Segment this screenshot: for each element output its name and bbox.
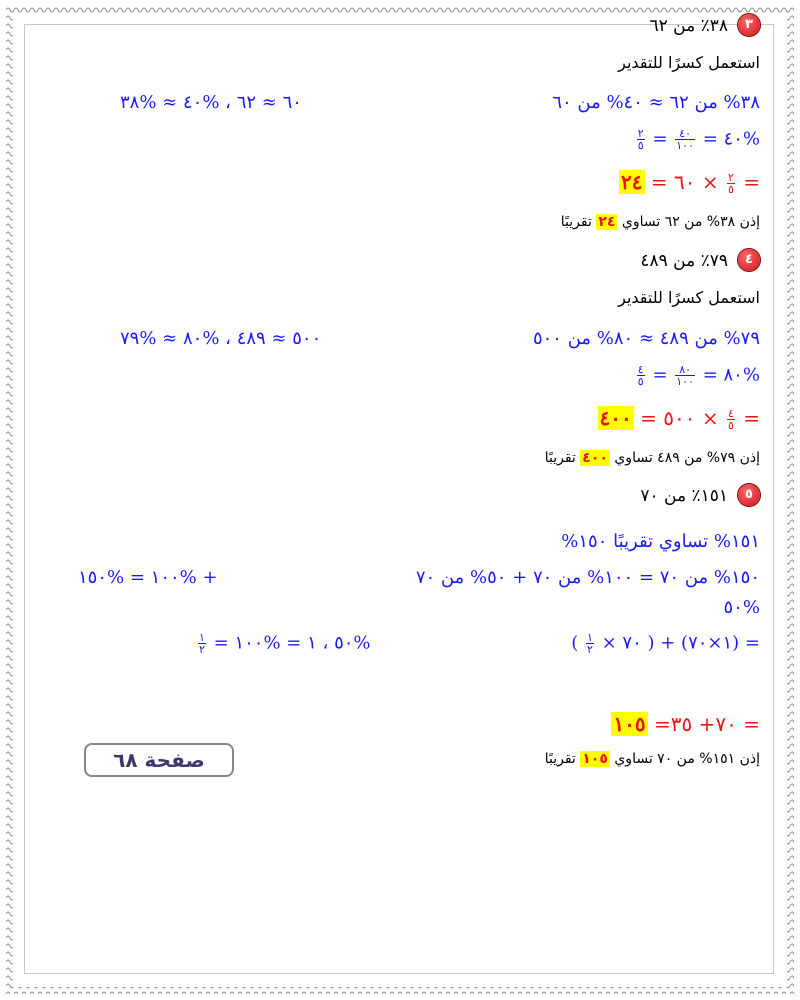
problem-3-badge: ٣ xyxy=(738,14,760,36)
conclusion-text: إذن ٧٩% من ٤٨٩ تساوي xyxy=(614,450,760,466)
problem-3-result: ٢٤ xyxy=(621,170,643,194)
problem-4-step-left: ٥٠٠ ≈ ٤٨٩ ، %٨٠ ≈ %٧٩ xyxy=(120,328,322,349)
problem-4-conclusion xyxy=(545,450,760,466)
fraction-numerator: ٤٠ xyxy=(675,128,695,140)
fraction-denominator: ٥ xyxy=(637,375,644,388)
problem-3-title: ٣٨٪ من ٦٢ xyxy=(649,16,728,36)
problem-4-badge: ٤ xyxy=(738,249,760,271)
problem-3-conclusion xyxy=(561,214,760,230)
problem-5-step-wrap: %٥٠ xyxy=(723,597,760,618)
problem-3-instruction: استعمل كسرًا للتقدير xyxy=(618,53,760,72)
fraction-numerator: ٢ xyxy=(637,127,644,140)
conclusion-text: إذن ٣٨% من ٦٢ تساوي xyxy=(621,214,760,230)
calc-prefix: = xyxy=(743,170,760,194)
problem-3-calc-line xyxy=(619,170,760,195)
fraction-numerator: ٨٠ xyxy=(675,364,695,376)
equals-sign: = xyxy=(652,364,668,386)
problem-4-calc-fraction xyxy=(727,408,735,431)
fraction-denominator: ١٠٠ xyxy=(676,139,694,152)
problem-5-conclusion xyxy=(545,751,760,767)
problem-4-instruction: استعمل كسرًا للتقدير xyxy=(618,288,760,307)
problem-3-fraction-prefix: %٤٠ = xyxy=(702,128,760,150)
problem-5-calc-left xyxy=(196,632,371,655)
calc-middle: × ٥٠٠ = xyxy=(640,406,719,430)
problem-3-calc-fraction xyxy=(727,172,735,195)
fraction-numerator: ١ xyxy=(199,631,205,644)
fraction-numerator: ٤ xyxy=(727,407,734,420)
equals-sign: = xyxy=(652,128,668,150)
fraction-denominator: ٢ xyxy=(586,643,593,656)
problem-4-fraction-b xyxy=(637,364,645,387)
problem-5-result: ١٠٥ xyxy=(613,712,646,736)
problem-4-title: ٧٩٪ من ٤٨٩ xyxy=(640,251,728,271)
fraction-numerator: ٢ xyxy=(727,171,734,184)
problem-4-fraction-prefix: %٨٠ = xyxy=(702,364,760,386)
problem-3-fraction-a xyxy=(675,128,695,151)
problem-4-fraction-a xyxy=(675,364,695,387)
page-number-label: صفحة ٦٨ xyxy=(113,748,205,772)
conclusion-suffix: تقريبًا xyxy=(544,450,576,466)
conclusion-result: ٤٠٠ xyxy=(582,450,608,466)
problem-5-calc-right xyxy=(571,632,760,655)
calc-text: %٥٠ ، ١ = %١٠٠ = xyxy=(213,632,371,654)
problem-5-line1: ١٥١% تساوي تقريبًا ١٥٠% xyxy=(561,531,760,552)
calc-close: ) xyxy=(571,632,579,654)
sum-text: = ٧٠+ ٣٥= xyxy=(654,712,760,736)
conclusion-result: ٢٤ xyxy=(598,214,616,230)
conclusion-text: إذن ١٥١% من ٧٠ تساوي xyxy=(614,751,760,767)
calc-prefix: = xyxy=(743,406,760,430)
calc-text: = (١×٧٠) + ( ٧٠ × xyxy=(595,632,760,654)
problem-5-calc-fraction xyxy=(586,632,594,655)
problem-5-sum-line xyxy=(611,712,760,736)
calc-middle: × ٦٠ = xyxy=(650,170,719,194)
fraction-denominator: ١٠٠ xyxy=(676,375,694,388)
problem-5-badge: ٥ xyxy=(738,484,760,506)
problem-3-step-right: ٣٨% من ٦٢ ≈ ٤٠% من ٦٠ xyxy=(552,92,760,113)
conclusion-suffix: تقريبًا xyxy=(544,751,576,767)
page-number-box xyxy=(84,743,234,777)
fraction-denominator: ٥ xyxy=(637,139,644,152)
conclusion-suffix: تقريبًا xyxy=(560,214,592,230)
problem-3-step-left: ٦٠ ≈ ٦٢ ، %٤٠ ≈ %٣٨ xyxy=(120,92,302,113)
fraction-denominator: ٢ xyxy=(199,643,205,656)
problem-4-result: ٤٠٠ xyxy=(599,406,632,430)
fraction-numerator: ١ xyxy=(586,631,593,644)
problem-5-step-right: ١٥٠% من ٧٠ = ١٠٠% من ٧٠ + ٥٠% من ٧٠ xyxy=(415,567,760,588)
problem-3-fraction-b xyxy=(637,128,645,151)
problem-4-step-right: ٧٩% من ٤٨٩ ≈ ٨٠% من ٥٠٠ xyxy=(532,328,760,349)
problem-3-fraction-line xyxy=(635,128,760,151)
fraction-numerator: ٤ xyxy=(637,363,644,376)
conclusion-result: ١٠٥ xyxy=(582,751,608,767)
problem-5-title: ١٥١٪ من ٧٠ xyxy=(640,486,728,506)
problem-4-calc-line xyxy=(598,406,760,431)
problem-5-calc-left-fraction xyxy=(198,632,206,655)
fraction-denominator: ٥ xyxy=(727,183,734,196)
problem-5-step-left: + %١٠٠ = %١٥٠ xyxy=(78,567,218,588)
fraction-denominator: ٥ xyxy=(727,419,734,432)
problem-4-fraction-line xyxy=(635,364,760,387)
